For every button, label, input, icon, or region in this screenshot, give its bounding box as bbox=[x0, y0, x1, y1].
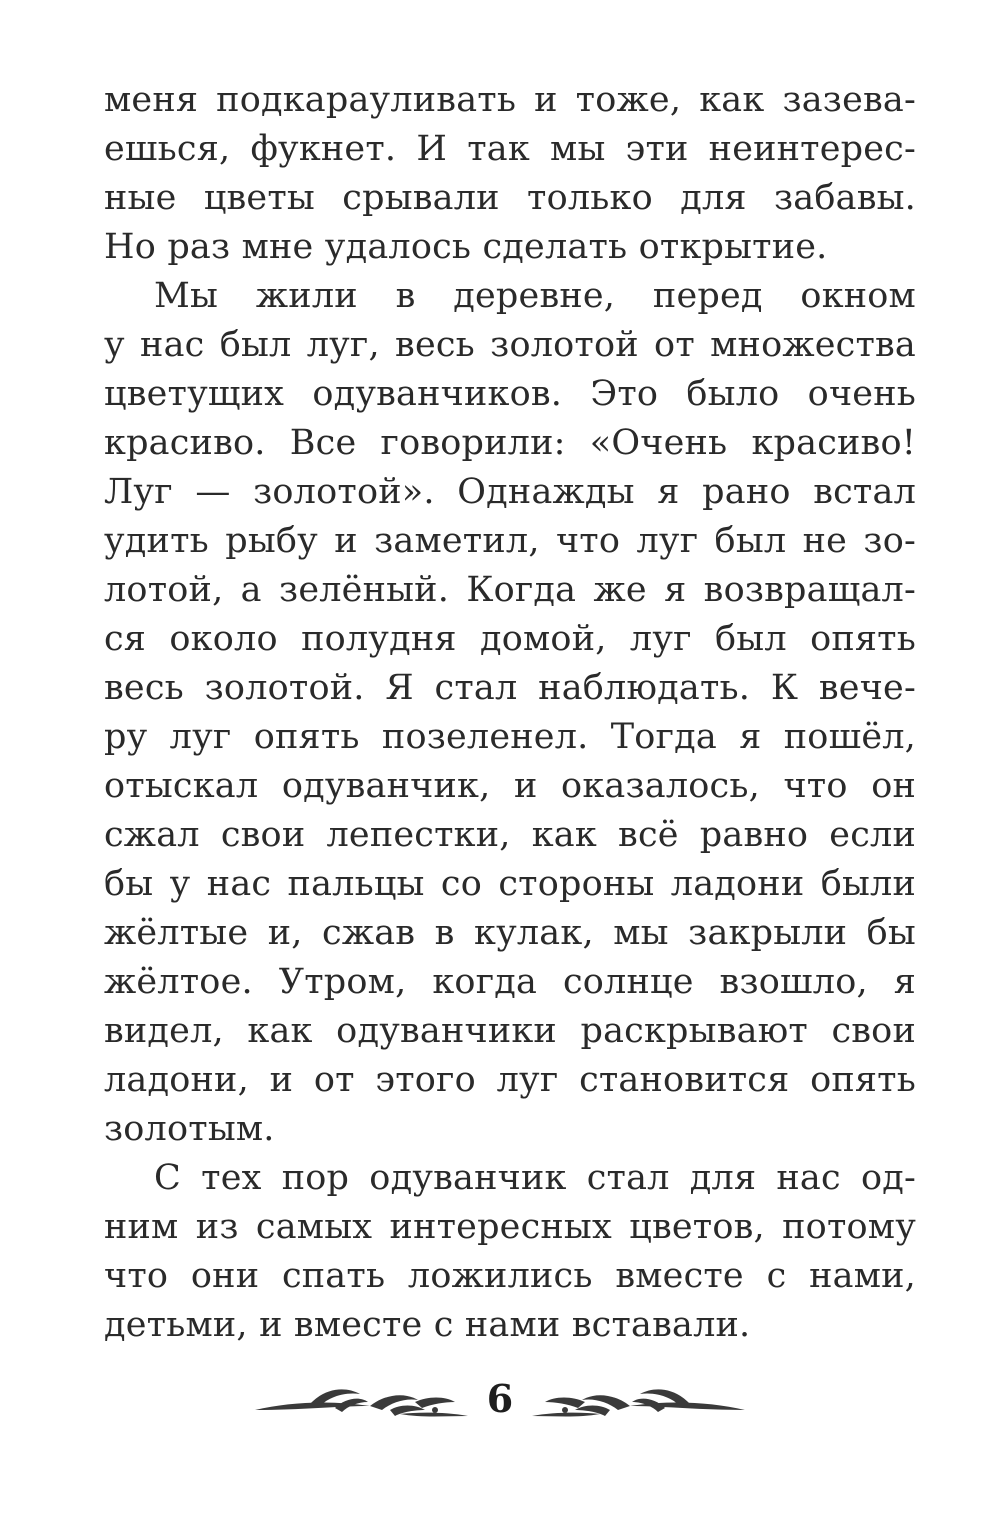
text-line: жёлтые и, сжав в кулак, мы закрыли бы bbox=[104, 913, 916, 953]
page-number: 6 bbox=[486, 1376, 514, 1421]
text-line: жёлтое. Утром, когда солнце взошло, я bbox=[104, 962, 916, 1002]
paragraph bbox=[104, 1154, 916, 1350]
text-line: бы у нас пальцы со стороны ладони были bbox=[104, 864, 916, 904]
text-line: удить рыбу и заметил, что луг был не зо- bbox=[104, 521, 916, 561]
body-text bbox=[104, 76, 916, 1350]
text-line: красиво. Все говорили: «Очень красиво! bbox=[104, 423, 916, 463]
paragraph bbox=[104, 76, 916, 272]
text-line: детьми, и вместе с нами вставали. bbox=[104, 1305, 751, 1345]
text-line: весь золотой. Я стал наблюдать. К вече- bbox=[104, 668, 916, 708]
text-line: Луг — золотой». Однажды я рано встал bbox=[104, 472, 916, 512]
right-flourish-ornament-icon bbox=[530, 1380, 750, 1430]
text-line: Но раз мне удалось сделать открытие. bbox=[104, 227, 828, 267]
text-line: сжал свои лепестки, как всё равно если bbox=[104, 815, 916, 855]
text-line: Мы жили в деревне, перед окном bbox=[154, 276, 916, 316]
text-line: ладони, и от этого луг становится опять bbox=[104, 1060, 916, 1100]
text-line: ся около полудня домой, луг был опять bbox=[104, 619, 916, 659]
text-line: С тех пор одуванчик стал для нас од- bbox=[154, 1158, 916, 1198]
text-line: отыскал одуванчик, и оказалось, что он bbox=[104, 766, 916, 806]
text-line: меня подкарауливать и тоже, как зазева- bbox=[104, 80, 916, 120]
text-line: видел, как одуванчики раскрывают свои bbox=[104, 1011, 916, 1051]
text-line: лотой, а зелёный. Когда же я возвращал- bbox=[104, 570, 916, 610]
paragraph bbox=[104, 272, 916, 1154]
text-line: ные цветы срывали только для забавы. bbox=[104, 178, 916, 218]
page-footer bbox=[250, 1370, 750, 1440]
text-line: что они спать ложились вместе с нами, bbox=[104, 1256, 916, 1296]
text-line: цветущих одуванчиков. Это было очень bbox=[104, 374, 916, 414]
text-line: золотым. bbox=[104, 1109, 275, 1149]
text-line: ешься, фукнет. И так мы эти неинтерес- bbox=[104, 129, 916, 169]
text-line: ним из самых интересных цветов, потому bbox=[104, 1207, 916, 1247]
text-line: ру луг опять позеленел. Тогда я пошёл, bbox=[104, 717, 916, 757]
text-line: у нас был луг, весь золотой от множества bbox=[104, 325, 916, 365]
